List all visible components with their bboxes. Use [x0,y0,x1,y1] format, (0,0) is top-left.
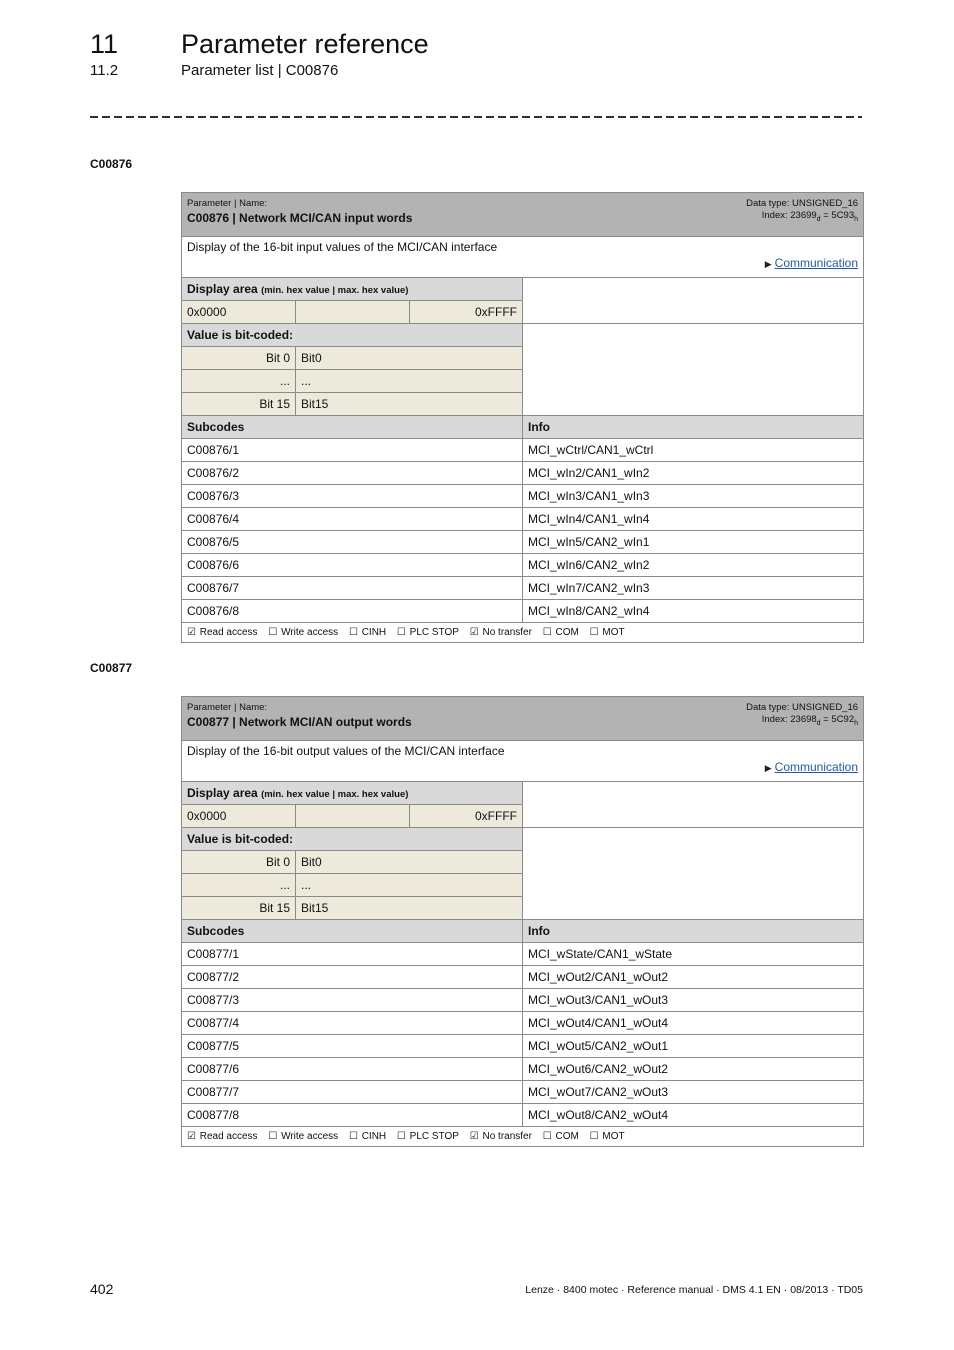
subcodes-header: Subcodes [182,920,523,943]
table-row: C00876/7 MCI_wIn7/CAN2_wIn3 [182,577,864,600]
param-title: C00876 | Network MCI/CAN input words [187,211,413,225]
checkbox-icon: ☑ [187,1131,196,1142]
param-title: C00877 | Network MCI/AN output words [187,715,412,729]
bit-number: Bit 0 [182,347,296,370]
table-row: C00877/6 MCI_wOut6/CAN2_wOut2 [182,1058,864,1081]
table-row: C00876/2 MCI_wIn2/CAN1_wIn2 [182,462,864,485]
table-row: C00876/6 MCI_wIn6/CAN2_wIn2 [182,554,864,577]
triangle-right-icon: ▶ [764,259,772,269]
param-heading-c00876: C00876 [90,157,133,171]
min-value: 0x0000 [182,805,296,828]
checkbox-icon: ☐ [542,1131,552,1142]
chapter-title: Parameter reference [181,29,429,59]
checkbox-icon: ☐ [396,1131,406,1142]
display-area-label: Display area (min. hex value | max. hex value) [182,782,523,805]
checkbox-icon: ☐ [268,627,278,638]
checkbox-icon: ☐ [589,1131,599,1142]
table-row: C00877/2 MCI_wOut2/CAN1_wOut2 [182,966,864,989]
communication-link[interactable]: Communication [774,256,859,270]
table-row: C00876/8 MCI_wIn8/CAN2_wIn4 [182,600,864,623]
param-heading-c00877: C00877 [90,661,133,675]
info-header: Info [523,920,864,943]
document-info: Lenze · 8400 motec · Reference manual · DMS 4.1 EN · 08/2013 · TD05 [525,1284,863,1296]
dashed-separator [90,116,862,118]
table-row: C00876/3 MCI_wIn3/CAN1_wIn3 [182,485,864,508]
checkbox-icon: ☑ [187,627,196,638]
bit-name: Bit15 [296,897,523,920]
table-row: C00876/5 MCI_wIn5/CAN2_wIn1 [182,531,864,554]
access-flags: ☑ Read access ☐ Write access ☐ CINH ☐ PLC STOP ☑ No transfer ☐ COM ☐ MOT [182,623,864,643]
table-row: C00877/5 MCI_wOut5/CAN2_wOut1 [182,1035,864,1058]
bit-number: ... [182,370,296,393]
checkbox-icon: ☑ [469,1131,479,1142]
display-area-label: Display area (min. hex value | max. hex value) [182,278,523,301]
checkbox-icon: ☐ [348,627,358,638]
max-value: 0xFFFF [410,301,523,324]
checkbox-icon: ☐ [268,1131,278,1142]
param-description: Display of the 16-bit output values of the MCI/CAN interface ▶ Communication [182,741,864,782]
param-table-c00876 [181,192,864,643]
param-table-c00877 [181,696,864,1147]
checkbox-icon: ☐ [396,627,406,638]
bit-name: ... [296,370,523,393]
checkbox-icon: ☐ [589,627,599,638]
info-header: Info [523,416,864,439]
bitcoded-label: Value is bit-coded: [182,324,523,347]
data-type-info: Data type: UNSIGNED_16 Index: $23698_d = 5C92_h$ [746,702,859,727]
table-row: C00876/4 MCI_wIn4/CAN1_wIn4 [182,508,864,531]
bit-name: Bit0 [296,347,523,370]
bit-name: ... [296,874,523,897]
access-flags: ☑ Read access ☐ Write access ☐ CINH ☐ PLC STOP ☑ No transfer ☐ COM ☐ MOT [182,1127,864,1147]
table-row: C00877/8 MCI_wOut8/CAN2_wOut4 [182,1104,864,1127]
bit-number: ... [182,874,296,897]
page-number: 402 [90,1281,114,1297]
param-header [182,193,864,237]
bitcoded-label: Value is bit-coded: [182,828,523,851]
table-row: C00877/1 MCI_wState/CAN1_wState [182,943,864,966]
section-number: 11.2 [90,62,119,79]
communication-link[interactable]: Communication [774,760,859,774]
header-label: Parameter | Name: [187,198,268,209]
param-header [182,697,864,741]
table-row: C00877/4 MCI_wOut4/CAN1_wOut4 [182,1012,864,1035]
bit-name: Bit15 [296,393,523,416]
header-label: Parameter | Name: [187,702,268,713]
bit-number: Bit 15 [182,897,296,920]
bit-number: Bit 15 [182,393,296,416]
section-title: Parameter list | C00876 [181,62,339,79]
max-value: 0xFFFF [410,805,523,828]
table-row: C00877/3 MCI_wOut3/CAN1_wOut3 [182,989,864,1012]
subcodes-header: Subcodes [182,416,523,439]
data-type-info: Data type: UNSIGNED_16 Index: $23699_d = 5C93_h$ [746,198,859,223]
checkbox-icon: ☐ [348,1131,358,1142]
checkbox-icon: ☐ [542,627,552,638]
bit-name: Bit0 [296,851,523,874]
checkbox-icon: ☑ [469,627,479,638]
bit-number: Bit 0 [182,851,296,874]
min-value: 0x0000 [182,301,296,324]
param-description: Display of the 16-bit input values of the MCI/CAN interface ▶ Communication [182,237,864,278]
chapter-number: 11 [90,29,119,59]
table-row: C00876/1 MCI_wCtrl/CAN1_wCtrl [182,439,864,462]
table-row: C00877/7 MCI_wOut7/CAN2_wOut3 [182,1081,864,1104]
triangle-right-icon: ▶ [764,763,772,773]
